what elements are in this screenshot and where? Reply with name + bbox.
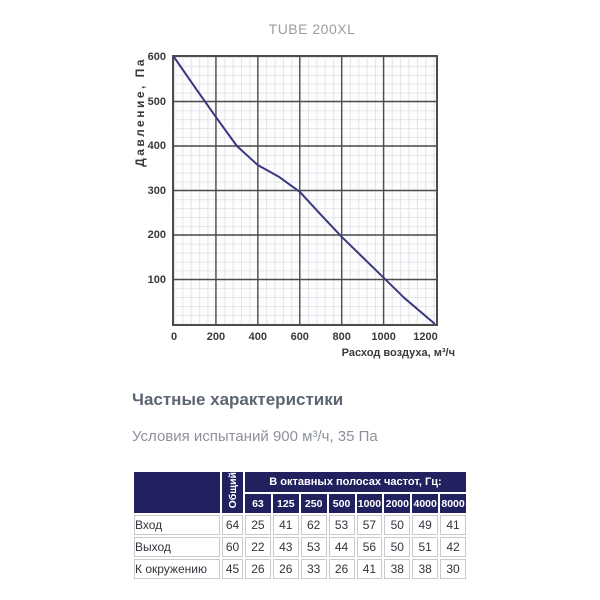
y-tick-label: 300 <box>147 184 166 197</box>
total-value-cell: 64 <box>222 515 243 535</box>
y-tick-label: 100 <box>147 273 166 286</box>
value-cell: 22 <box>245 537 271 557</box>
y-tick-label: 400 <box>147 140 166 152</box>
value-cell: 53 <box>329 515 355 535</box>
value-cell: 41 <box>357 559 383 579</box>
value-cell: 33 <box>301 559 327 579</box>
section-heading: Частные характеристики <box>132 390 344 409</box>
value-cell: 50 <box>384 515 410 535</box>
x-tick-label: 800 <box>332 331 351 343</box>
value-cell: 26 <box>329 559 355 579</box>
plot-area <box>133 51 438 343</box>
y-tick-label: 600 <box>147 51 166 63</box>
value-cell: 41 <box>273 515 299 535</box>
value-cell: 26 <box>273 559 299 579</box>
y-tick-label: 500 <box>147 95 166 108</box>
value-cell: 25 <box>245 515 271 535</box>
total-header-cell <box>222 472 243 513</box>
freq-header-cell: 1000 <box>357 494 383 514</box>
x-tick-label: 200 <box>206 331 226 343</box>
freq-header-cell: 125 <box>273 494 299 514</box>
freq-header-cell: 63 <box>245 494 271 514</box>
value-cell: 56 <box>357 537 383 557</box>
corner-cell <box>134 472 220 513</box>
row-label-cell: К окружению <box>134 559 220 579</box>
x-axis-label: Расход воздуха, м³/ч <box>341 347 455 359</box>
value-cell: 43 <box>273 537 299 557</box>
total-header-label: Общий <box>226 472 239 509</box>
freq-header-cell: 4000 <box>412 494 438 514</box>
table-row <box>134 515 466 535</box>
test-conditions-text: Условия испытаний 900 м³/ч, 35 Па <box>132 428 378 445</box>
freq-header-cell: 250 <box>301 494 327 514</box>
freq-header-cell: 2000 <box>384 494 410 514</box>
value-cell: 41 <box>440 515 466 535</box>
x-tick-label: 600 <box>290 331 309 343</box>
x-tick-label: 1000 <box>371 331 396 343</box>
total-value-cell: 60 <box>222 537 243 557</box>
x-tick-label: 0 <box>170 331 178 343</box>
chart-title: TUBE 200XL <box>268 21 356 37</box>
table-row <box>134 537 466 557</box>
value-cell: 50 <box>384 537 410 557</box>
total-value-cell: 45 <box>222 559 243 579</box>
value-cell: 53 <box>301 537 327 557</box>
value-cell: 38 <box>384 559 410 579</box>
x-tick-label: 400 <box>248 331 268 343</box>
plot-wrap <box>133 51 468 343</box>
noise-table <box>132 470 468 581</box>
table-row <box>134 559 466 579</box>
datasheet-page <box>132 0 468 581</box>
value-cell: 38 <box>412 559 438 579</box>
octave-band-header: В октавных полосах частот, Гц: <box>245 472 466 492</box>
y-tick-label: 200 <box>147 229 166 241</box>
value-cell: 42 <box>440 537 466 557</box>
x-tick-label: 1200 <box>413 331 438 343</box>
value-cell: 30 <box>440 559 466 579</box>
freq-header-cell: 500 <box>329 494 355 514</box>
value-cell: 44 <box>329 537 355 557</box>
chart-section <box>132 21 468 359</box>
row-label-cell: Вход <box>134 515 220 535</box>
chart-svg <box>174 57 436 324</box>
value-cell: 49 <box>412 515 438 535</box>
row-label-cell: Выход <box>134 537 220 557</box>
value-cell: 57 <box>357 515 383 535</box>
table-header-row-top <box>134 472 466 492</box>
value-cell: 62 <box>301 515 327 535</box>
y-axis-label: Давление, Па <box>133 57 147 167</box>
value-cell: 26 <box>245 559 271 579</box>
value-cell: 51 <box>412 537 438 557</box>
freq-header-cell: 8000 <box>440 494 466 514</box>
